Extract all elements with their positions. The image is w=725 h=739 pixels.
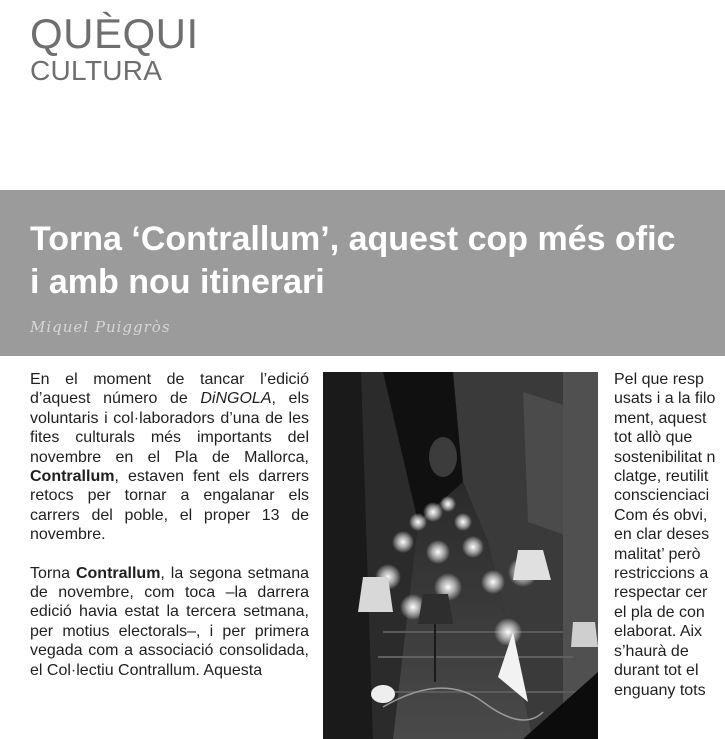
- paragraph-2-text-a: Torna: [30, 564, 76, 582]
- right-line: restriccions a: [614, 565, 709, 583]
- paragraph-1-text-b: , els voluntaris i col·laboradors d’una de les fites culturals més importants del novembre en el Pla de Mallorca,: [30, 390, 310, 466]
- section-header: [30, 12, 199, 86]
- section-subtitle: CULTURA: [30, 55, 163, 86]
- paragraph-1-text-a: En el moment de tancar l’edició d’aquest número de: [30, 371, 309, 408]
- paragraph-2-text-b: , la segona setmana de novembre, com toca –la darrera edició havia estat la tercera setmana, per motius electorals–, i per primera vegada com a associació consolidada, el Col·lectiu Contrallum. Aquesta: [30, 564, 310, 679]
- article-title: [30, 218, 675, 304]
- right-line: durant tot el: [614, 662, 699, 680]
- article-column-right: [614, 370, 725, 700]
- right-line: s’haurà de: [614, 642, 689, 660]
- lamps-in-alley-photo: [323, 372, 598, 739]
- photo-illustration: [323, 372, 598, 739]
- right-line: malitat’ però: [614, 545, 701, 563]
- right-line: conscienciaci: [614, 487, 710, 505]
- article-title-line-1: Torna ‘Contrallum’, aquest cop més ofic: [30, 220, 676, 258]
- article-author: Miquel Puiggròs: [30, 318, 171, 336]
- right-line: elaborat. Aix: [614, 623, 703, 641]
- event-name: Contrallum: [75, 564, 161, 582]
- right-line: Pel que resp: [614, 371, 704, 388]
- paragraph-1: [30, 370, 309, 545]
- right-line: respectar cer: [614, 584, 708, 602]
- right-line: en clar deses: [614, 526, 710, 544]
- right-line: enguany tots: [614, 681, 706, 699]
- event-name: Contrallum: [30, 468, 115, 486]
- right-line: el pla de con: [614, 603, 705, 621]
- right-line: usats i a la filo: [614, 390, 716, 408]
- paragraph-1-text-c: , estaven fent els darrers retocs per tornar a engalanar els carrers del poble, el proper 13 de novembre.: [30, 468, 309, 544]
- title-banner: [0, 190, 725, 356]
- article-title-line-2: i amb nou itinerari: [30, 263, 325, 301]
- section-title: QUÈQUI: [30, 10, 199, 57]
- paragraph-2: [30, 564, 309, 680]
- article-column-left: [30, 370, 309, 699]
- right-line: sostenibilitat n: [614, 448, 716, 466]
- magazine-name: DiNGOLA: [200, 390, 272, 408]
- right-line: ment, aquest: [614, 409, 707, 427]
- right-line: clatge, reutilit: [614, 468, 709, 486]
- right-line: Com és obvi,: [614, 506, 708, 524]
- right-line: tot allò que: [614, 429, 693, 447]
